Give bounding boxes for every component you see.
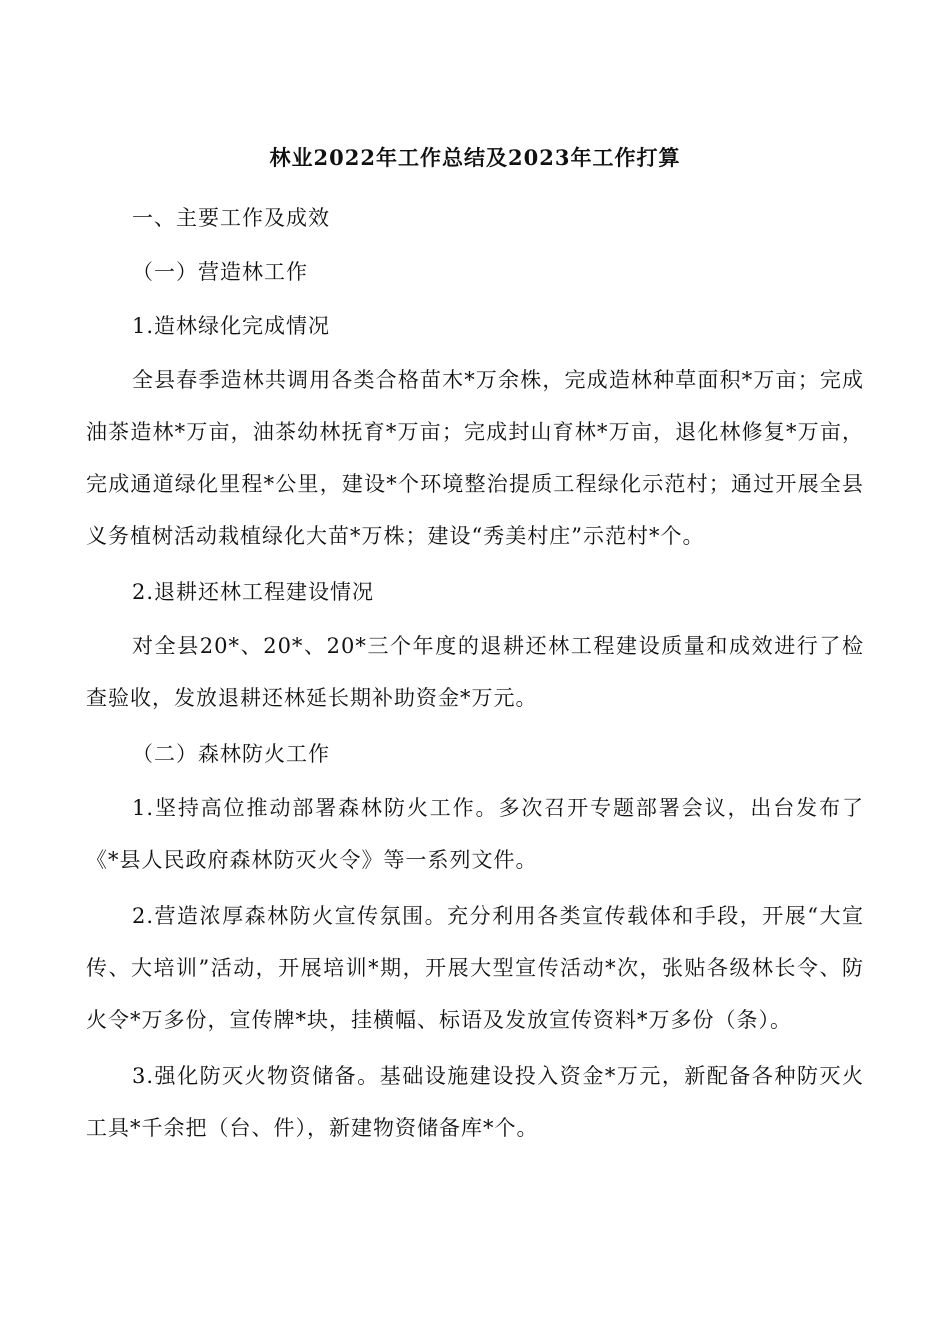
subsection-heading-afforestation: （一）营造林工作	[132, 260, 308, 284]
paragraph-fire-publicity: 2.营造浓厚森林防火宣传氛围。充分利用各类宣传载体和手段，开展“大宣传、大培训”活动，开展培训*期，开展大型宣传活动*次，张贴各级林长令、防火令*万多份，宣传牌*块，挂横幅、标语及发放宣传资料*万多份（条）。	[86, 904, 864, 1032]
paragraph-fire-materials: 3.强化防灭火物资储备。基础设施建设投入资金*万元，新配备各种防灭火工具*千余把（台、件），新建物资储备库*个。	[86, 1064, 864, 1140]
subsection-heading-fire-prevention: （二）森林防火工作	[132, 742, 330, 766]
item-heading-afforestation-completion: 1.造林绿化完成情况	[132, 314, 331, 338]
paragraph-fire-leadership: 1.坚持高位推动部署森林防火工作。多次召开专题部署会议，出台发布了《*县人民政府森林防灭火令》等一系列文件。	[86, 796, 864, 872]
paragraph-afforestation-details: 全县春季造林共调用各类合格苗木*万余株，完成造林种草面积*万亩；完成油茶造林*万亩，油茶幼林抚育*万亩；完成封山育林*万亩，退化林修复*万亩，完成通道绿化里程*公里，建设*个环境整治提质工程绿化示范村；通过开展全县义务植树活动栽植绿化大苗*万株；建设“秀美村庄”示范村*个。	[86, 368, 864, 548]
item-heading-returning-farmland: 2.退耕还林工程建设情况	[132, 580, 375, 604]
document-page	[86, 138, 864, 1154]
document-title: 林业2022年工作总结及2023年工作打算	[269, 145, 681, 170]
section-heading-main-work: 一、主要工作及成效	[132, 206, 330, 230]
paragraph-returning-farmland: 对全县20*、20*、20*三个年度的退耕还林工程建设质量和成效进行了检查验收，发放退耕还林延长期补助资金*万元。	[86, 634, 864, 710]
